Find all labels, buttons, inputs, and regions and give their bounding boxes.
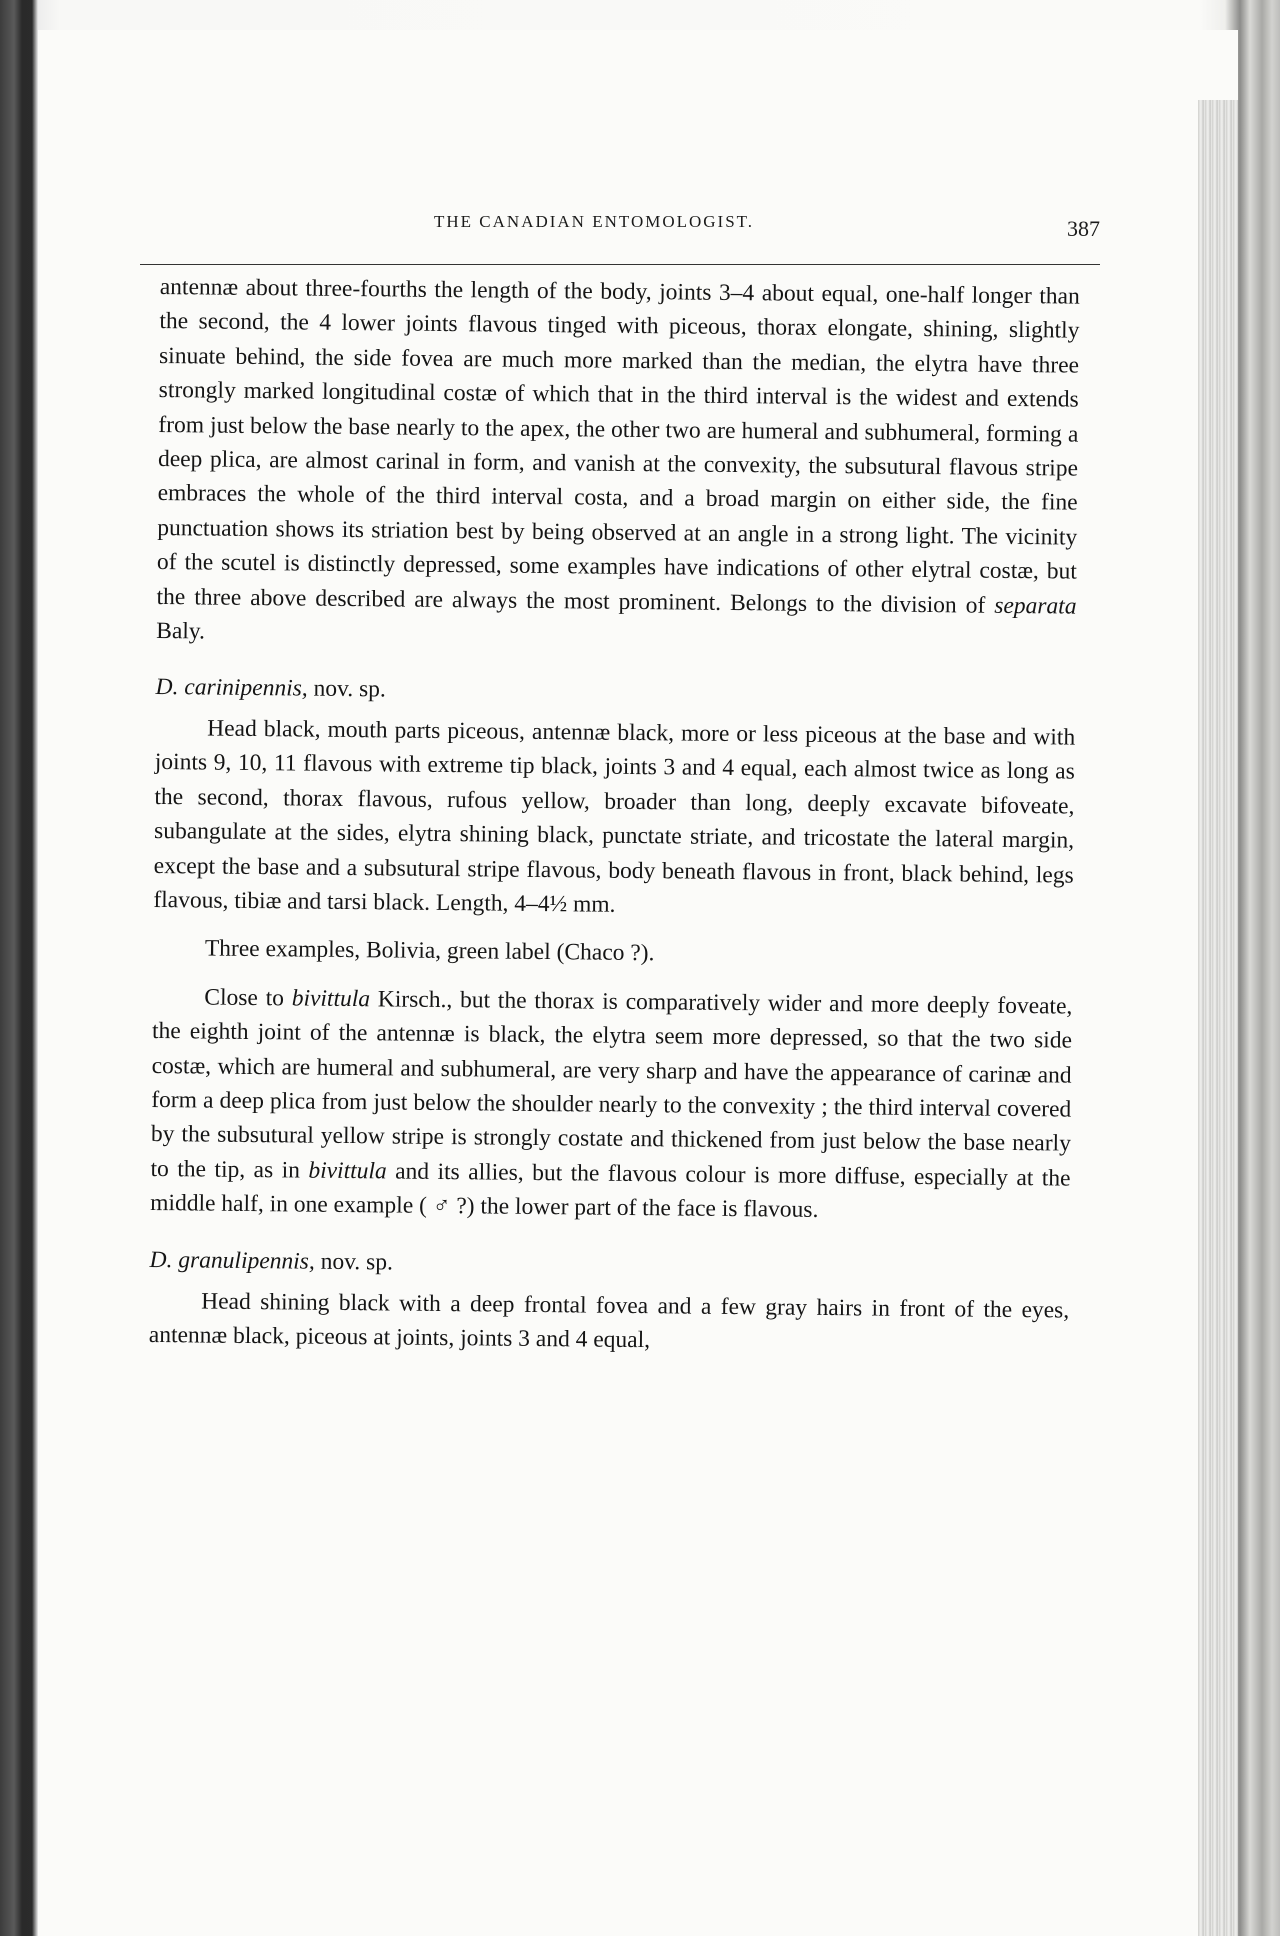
paragraph-text: and its allies, but the flavous colour is more diffuse, especially at the middle half, in one example ( ♂ ?) the lower part of the face is flavous. [150, 1158, 1071, 1224]
page-body [149, 270, 1080, 1362]
species-heading [155, 670, 1075, 714]
paragraph-text: Baly. [156, 618, 206, 645]
comparison-paragraph [150, 980, 1072, 1230]
species-name: D. granulipennis, [149, 1246, 315, 1275]
running-head: THE CANADIAN ENTOMOLOGIST. [434, 212, 755, 231]
page-number: 387 [1067, 216, 1100, 241]
taxon-name: separata [994, 592, 1077, 620]
paragraph-continuation [156, 270, 1080, 658]
paragraph-text: antennæ about three-fourths the length of the body, joints 3–4 about equal, one-half longer than the second, the 4 lower joints flavous tinged with piceous, thorax elongate, shining, slightly sinuate behind, the side fovea are much more marked than the median, the elytra have three strongly marked longitudinal costæ of which that in the third interval is the widest and extends from just below the base nearly to the apex, the other two are humeral and subhumeral, forming a deep plica, are almost carinal in form, and vanish at the convexity, the subsutural flavous stripe embraces the whole of the third interval costa, and a broad margin on either side, the fine punctuation shows its striation best by being observed at an angle in a strong light. The vicinity of the scutel is distinctly depressed, some examples have indications of other elytral costæ, but the three above described are always the most prominent. Belongs to the division of [156, 273, 1080, 619]
species-name: D. carinipennis, [155, 674, 308, 703]
taxon-name: bivittula [308, 1157, 387, 1185]
paragraph-text: Kirsch., but the thorax is comparatively wider and more deeply foveate, the eighth joint of the antennæ is black, the elytra seem more depressed, so that the two side costæ, which are humeral and subhumeral, are very sharp and have the appearance of carinæ and form a deep plica from just below the shoulder nearly to the convexity ; the third interval covered by the subsutural yellow stripe is strongly costate and thickened from just below the base nearly to the tip, as in [150, 985, 1073, 1184]
species-heading [149, 1243, 1069, 1287]
species-tag: nov. sp. [307, 676, 386, 703]
species-description: Head black, mouth parts piceous, antennæ black, more or less piceous at the base and with joints 9, 10, 11 flavous with extreme tip black, joints 3 and 4 equal, each almost twice as long as the second, thorax flavous, rufous yellow, broader than long, deeply excavate bifoveate, subangulate at the sides, elytra shining black, punctate striate, and tricostate the lateral margin, except the base and a subsutural stripe flavous, body beneath flavous in front, black behind, legs flavous, tibiæ and tarsi black. Length, 4–4½ mm. [153, 715, 1076, 918]
species-tag: nov. sp. [314, 1248, 394, 1276]
page-edge-stack [1198, 100, 1238, 1936]
paragraph-text: Close to [204, 984, 292, 1012]
taxon-name: bivittula [291, 985, 371, 1012]
species-description: Head shining black with a deep frontal fovea and a few gray hairs in front of the eyes, antennæ black, piceous at joints, joints 3 and 4 equal, [148, 1288, 1070, 1354]
specimen-note: Three examples, Bolivia, green label (Chaco ?). [204, 935, 655, 967]
header-rule [140, 264, 1100, 265]
